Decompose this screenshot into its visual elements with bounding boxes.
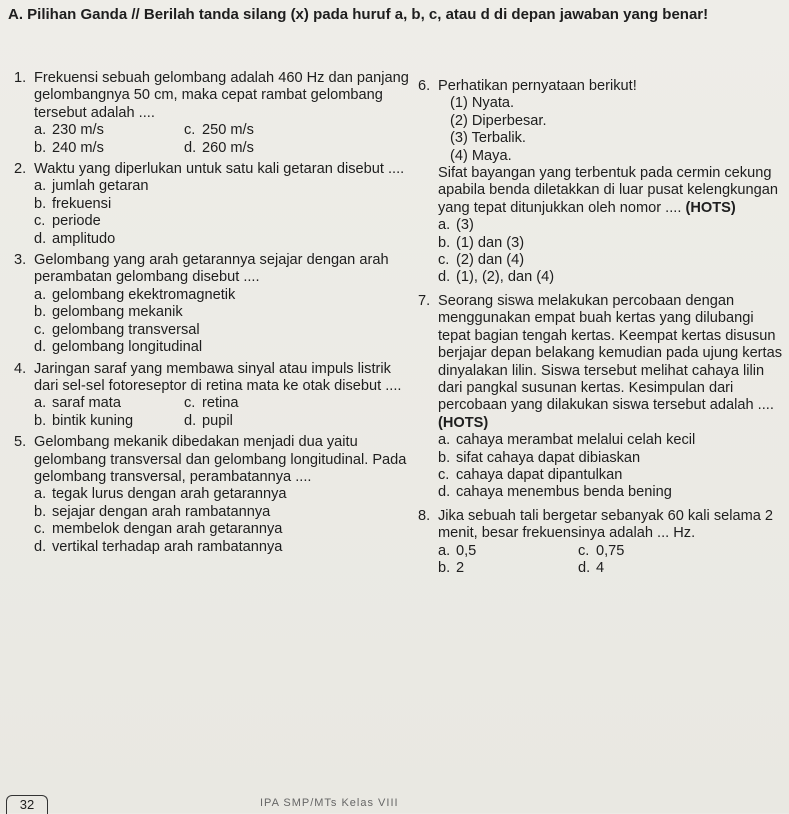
answer-option[interactable] (34, 231, 409, 248)
option-letter: d. (184, 139, 197, 156)
question-number: 3. (14, 252, 27, 269)
option-text: frekuensi (52, 195, 112, 212)
option-letter: b. (438, 559, 451, 576)
option-text: amplitudo (52, 230, 116, 247)
option-letter: b. (34, 412, 47, 429)
option-letter: c. (184, 122, 196, 139)
answer-option[interactable] (578, 543, 698, 560)
question-text: Jika sebuah tali bergetar sebanyak 60 kali selama 2 menit, besar frekuensinya adalah ... Hz. (438, 507, 774, 542)
answer-option[interactable] (438, 450, 786, 467)
question-text: Waktu yang diperlukan untuk satu kali getaran disebut .... (34, 161, 405, 178)
answer-option[interactable] (438, 217, 786, 234)
option-text: (1), (2), dan (4) (456, 269, 555, 286)
option-text: gelombang longitudinal (52, 339, 203, 356)
option-letter: b. (438, 449, 451, 466)
question-2 (14, 161, 409, 248)
option-grid (34, 395, 409, 430)
answer-option[interactable] (578, 560, 698, 577)
answer-option[interactable] (184, 122, 324, 139)
option-letter: a. (34, 395, 47, 412)
option-letter: d. (578, 559, 591, 576)
question-number: 4. (14, 360, 27, 377)
option-letter: d. (34, 230, 47, 247)
question-text: Jaringan saraf yang membawa sinyal atau impuls listrik dari sel-sel fotoreseptor di retina mata ke otak disebut .... (34, 360, 402, 394)
section-label: A. (8, 6, 23, 23)
option-text: 0,75 (596, 542, 625, 559)
question-7 (418, 293, 786, 502)
answer-option[interactable] (438, 235, 786, 252)
answer-option[interactable] (438, 252, 786, 269)
option-text: gelombang ekektromagnetik (52, 286, 236, 303)
question-text: Frekuensi sebuah gelombang adalah 460 Hz dan panjang gelombangnya 50 cm, maka cepat rambat gelombang tersebut adalah .... (34, 70, 409, 121)
question-8 (418, 508, 786, 578)
statement-item: (3) Terbalik. (450, 130, 526, 147)
option-text: 4 (596, 559, 605, 576)
answer-option[interactable] (34, 322, 409, 339)
option-letter: c. (184, 395, 196, 412)
answer-option[interactable] (34, 213, 409, 230)
page-footer (0, 795, 789, 813)
right-column (418, 78, 786, 581)
option-letter: d. (438, 269, 451, 286)
option-text: (2) dan (4) (456, 252, 525, 269)
answer-option[interactable] (34, 539, 409, 556)
answer-option[interactable] (34, 413, 184, 430)
option-letter: b. (34, 503, 47, 520)
answer-option[interactable] (34, 140, 184, 157)
question-prompt: Sifat bayangan yang terbentuk pada cermin cekung apabila benda diletakkan di luar pusat kelengkungan yang tepat ditunjukkan oleh nomor .... (HOTS) (438, 165, 778, 216)
option-list (34, 486, 409, 556)
answer-option[interactable] (438, 467, 786, 484)
section-header (8, 6, 783, 24)
option-letter: a. (34, 486, 47, 503)
option-list (34, 287, 409, 357)
hots-tag: (HOTS) (438, 414, 489, 431)
statement-item: (1) Nyata. (450, 95, 515, 112)
answer-option[interactable] (34, 304, 409, 321)
question-number: 7. (418, 292, 431, 309)
question-1 (14, 70, 409, 157)
left-column (14, 70, 409, 560)
option-text: 2 (456, 559, 465, 576)
option-letter: c. (578, 542, 590, 559)
answer-option[interactable] (34, 122, 184, 139)
option-text: sifat cahaya dapat dibiaskan (456, 449, 641, 466)
page-number: 32 (6, 795, 48, 814)
question-number: 1. (14, 70, 27, 86)
option-text: 250 m/s (202, 122, 254, 139)
option-letter: b. (34, 195, 47, 212)
option-letter: a. (438, 432, 451, 449)
option-text: sejajar dengan arah rambatannya (52, 503, 271, 520)
option-text: gelombang mekanik (52, 304, 183, 321)
option-list (438, 217, 786, 287)
option-letter: d. (184, 412, 197, 429)
question-number: 8. (418, 507, 431, 524)
option-letter: b. (34, 304, 47, 321)
option-letter: b. (34, 139, 47, 156)
question-text: Seorang siswa melakukan percobaan dengan menggunakan empat buah kertas yang dilubangi tepat bagian tengah kertas. Keempat kertas disusun berjajar depan belakang kemudian pada ujung kertas dinyalakan lilin. Siswa tersebut melihat cahaya lilin dari pangkal susunan kertas. Kesimpulan dari percobaan yang dilakukan siswa tersebut adalah .... (HOTS) (438, 292, 783, 431)
question-number: 6. (418, 78, 431, 94)
option-letter: c. (438, 252, 450, 269)
option-grid (438, 543, 786, 578)
option-text: 230 m/s (52, 122, 104, 139)
answer-option[interactable] (184, 140, 324, 157)
question-text: Perhatikan pernyataan berikut! (438, 78, 637, 94)
option-text: bintik kuning (52, 412, 134, 429)
answer-option[interactable] (438, 484, 786, 501)
answer-option[interactable] (34, 287, 409, 304)
option-text: (3) (456, 217, 474, 234)
question-text: Gelombang yang arah getarannya sejajar dengan arah perambatan gelombang disebut .... (34, 252, 389, 286)
answer-option[interactable] (34, 521, 409, 538)
option-letter: a. (438, 217, 451, 234)
question-3 (14, 252, 409, 356)
answer-option[interactable] (34, 486, 409, 503)
option-letter: c. (34, 213, 46, 230)
answer-option[interactable] (438, 432, 786, 449)
option-text: 240 m/s (52, 139, 104, 156)
option-letter: d. (438, 484, 451, 501)
option-grid (34, 122, 409, 157)
question-5 (14, 434, 409, 556)
answer-option[interactable] (34, 178, 409, 195)
option-text: gelombang transversal (52, 321, 200, 338)
question-6 (418, 78, 786, 287)
answer-option[interactable] (34, 395, 184, 412)
option-letter: c. (438, 466, 450, 483)
answer-option[interactable] (34, 504, 409, 521)
hots-tag: (HOTS) (685, 199, 736, 216)
option-text: (1) dan (3) (456, 234, 525, 251)
question-text: Gelombang mekanik dibedakan menjadi dua yaitu gelombang transversal dan gelombang longitudinal. Pada gelombang transversal, perambatannya .... (34, 434, 407, 485)
option-text: cahaya dapat dipantulkan (456, 466, 623, 483)
option-list (34, 178, 409, 248)
option-text: 260 m/s (202, 139, 254, 156)
option-letter: c. (34, 321, 46, 338)
option-letter: a. (34, 178, 47, 195)
answer-option[interactable] (184, 395, 324, 412)
option-list (438, 432, 786, 502)
question-4 (14, 361, 409, 431)
statement-list (438, 95, 786, 165)
option-text: cahaya merambat melalui celah kecil (456, 432, 696, 449)
option-letter: d. (34, 339, 47, 356)
option-text: pupil (202, 412, 233, 429)
option-text: saraf mata (52, 395, 121, 412)
option-letter: d. (34, 538, 47, 555)
option-letter: a. (438, 542, 451, 559)
option-text: 0,5 (456, 542, 477, 559)
answer-option[interactable] (34, 339, 409, 356)
question-number: 5. (14, 434, 27, 451)
option-text: periode (52, 213, 101, 230)
statement-item: (4) Maya. (450, 147, 512, 164)
option-text: retina (202, 395, 239, 412)
option-text: vertikal terhadap arah rambatannya (52, 538, 283, 555)
answer-option[interactable] (438, 543, 578, 560)
option-letter: b. (438, 234, 451, 251)
question-number: 2. (14, 161, 27, 178)
option-letter: a. (34, 286, 47, 303)
option-letter: a. (34, 122, 47, 139)
option-letter: c. (34, 521, 46, 538)
running-footer-text: IPA SMP/MTs Kelas VIII (260, 797, 399, 809)
option-text: tegak lurus dengan arah getarannya (52, 486, 287, 503)
answer-option[interactable] (184, 413, 324, 430)
option-text: membelok dengan arah getarannya (52, 521, 283, 538)
answer-option[interactable] (438, 560, 578, 577)
answer-option[interactable] (438, 269, 786, 286)
answer-option[interactable] (34, 196, 409, 213)
option-text: cahaya menembus benda bening (456, 484, 672, 501)
section-instruction: Pilihan Ganda // Berilah tanda silang (x) pada huruf a, b, c, atau d di depan jawaban yang benar! (27, 6, 709, 23)
statement-item: (2) Diperbesar. (450, 112, 547, 129)
option-text: jumlah getaran (52, 178, 149, 195)
